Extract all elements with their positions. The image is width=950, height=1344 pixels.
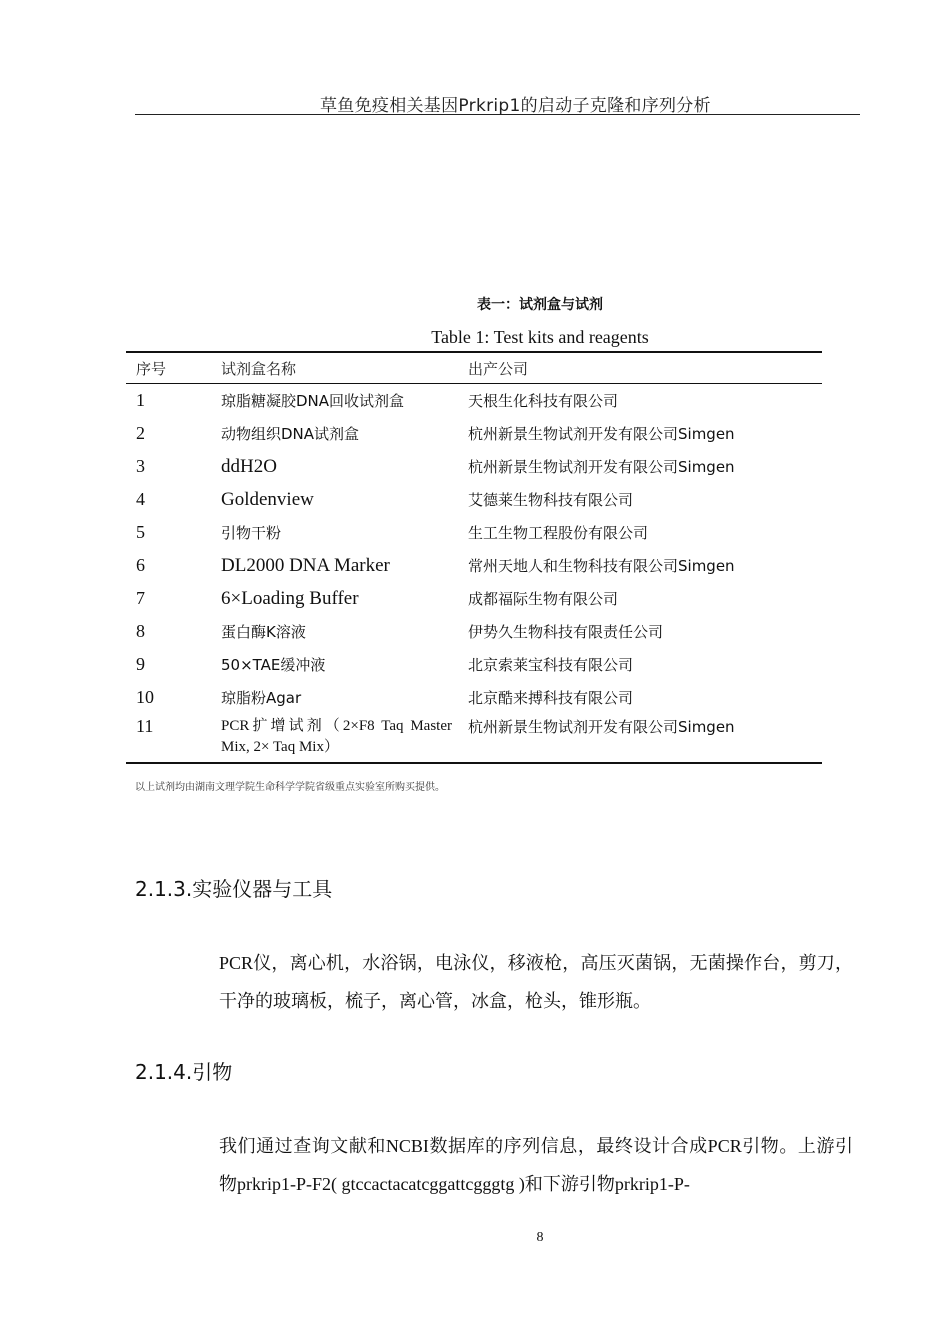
row-number: 3 [136,456,145,476]
row-number: 7 [136,588,145,608]
row-number: 10 [136,687,154,707]
running-header [135,90,860,115]
row-number: 9 [136,654,145,674]
row-number: 6 [136,555,145,575]
paragraph-primers [135,1127,853,1203]
row-number: 11 [136,716,154,736]
row-number: 2 [136,423,145,443]
paragraph-instruments [135,944,853,1020]
table-row [126,582,822,615]
company-name: 艾德莱生物科技有限公司 [468,491,634,509]
table-row [126,549,822,582]
running-title: 草鱼免疫相关基因Prkrip1的启动子克隆和序列分析 [320,96,711,116]
table-row [126,417,822,450]
table-caption-cn: 表一：试剂盒与试剂 [477,297,603,313]
table-caption-en: Table 1: Test kits and reagents [431,327,649,347]
column-header-name: 试剂盒名称 [221,359,297,378]
table-row [126,384,822,417]
kit-name: 琼脂糖凝胶DNA回收试剂盒 [221,392,405,410]
row-number: 1 [136,390,145,410]
kit-name: 蛋白酶K溶液 [221,623,306,641]
row-number: 4 [136,489,145,509]
page-number: 8 [536,1230,544,1245]
table-row [126,516,822,549]
row-number: 5 [136,522,145,542]
column-header-company: 出产公司 [468,359,529,378]
company-name: 伊势久生物科技有限责任公司 [468,623,664,641]
kit-name: 动物组织DNA试剂盒 [221,425,360,443]
kit-name: 琼脂粉Agar [221,689,302,707]
section-heading-primers: 2.1.4.引物 [135,1060,233,1084]
company-name: 杭州新景生物试剂开发有限公司Simgen [468,718,735,736]
kit-name: DL2000 DNA Marker [221,554,390,576]
company-name: 天根生化科技有限公司 [468,392,619,410]
table-row [126,681,822,714]
table-row [126,714,822,762]
column-header-no: 序号 [136,359,167,378]
company-name: 成都福际生物有限公司 [468,590,619,608]
reagents-table [126,351,822,764]
kit-name: Goldenview [221,488,314,510]
kit-name: 引物干粉 [221,524,282,542]
paragraph-text: 我们通过查询文献和NCBI数据库的序列信息，最终设计合成PCR引物。上游引物prkrip1-P-F2( gtccactacatcggattcgggtg )和下游引物prkrip1-P- [219,1136,853,1194]
table-row [126,483,822,516]
kit-name: 50×TAE缓冲液 [221,656,326,674]
row-number: 8 [136,621,145,641]
kit-name: 6×Loading Buffer [221,587,359,609]
kit-name: PCR扩增试剂（2×F8 Taq Master Mix, 2× Taq Mix） [221,718,452,755]
company-name: 北京索莱宝科技有限公司 [468,656,634,674]
kit-name: ddH2O [221,455,277,477]
table-row [126,648,822,681]
table-row [126,615,822,648]
paragraph-text: PCR仪，离心机，水浴锅，电泳仪，移液枪，高压灭菌锅，无菌操作台，剪刀，干净的玻璃板，梳子，离心管，冰盒，枪头，锥形瓶。 [219,953,853,1011]
table-footnote: 以上试剂均由湖南文理学院生命科学学院省级重点实验室所购买提供。 [135,782,445,793]
company-name: 生工生物工程股份有限公司 [468,524,649,542]
table-row [126,450,822,483]
section-heading-instruments: 2.1.3.实验仪器与工具 [135,877,333,901]
company-name: 杭州新景生物试剂开发有限公司Simgen [468,425,735,443]
company-name: 北京酷来搏科技有限公司 [468,689,634,707]
company-name: 常州天地人和生物科技有限公司Simgen [468,557,735,575]
table-header-row [126,353,822,384]
company-name: 杭州新景生物试剂开发有限公司Simgen [468,458,735,476]
